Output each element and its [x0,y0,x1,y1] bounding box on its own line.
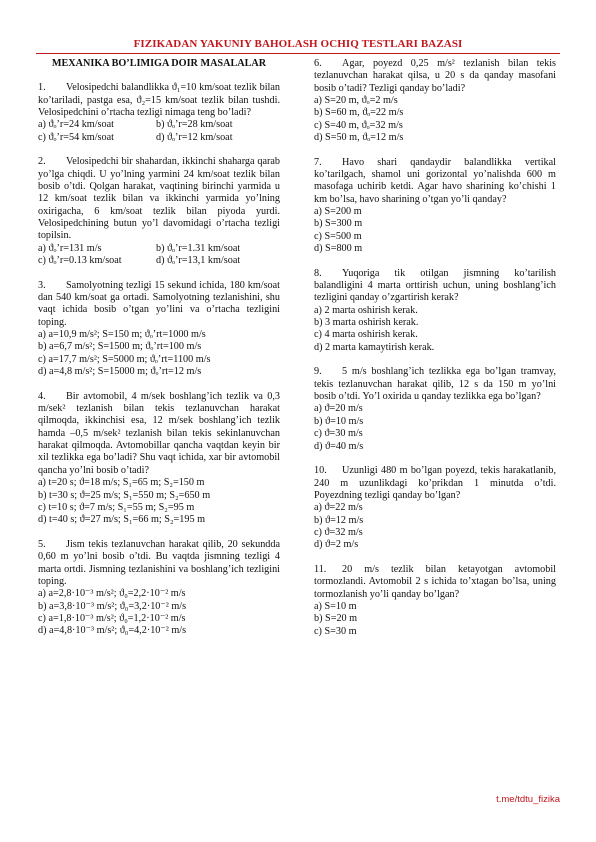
question-2 [38,156,280,267]
option-b: b) ϑₒ’r=1.31 km/soat [156,242,241,254]
question-8 [314,268,556,354]
option-d: d) ϑ=40 m/s [314,440,364,452]
question-7 [314,157,556,256]
option-d: d) S=50 m, ϑₒ=12 m/s [314,132,404,144]
question-text: Samolyotning tezligi 15 sekund ichida, 180 km/soat dan 540 km/soat ga ortadi. Samolyotning tezlanishini, shu vaqt ichida bosib o’tgan yo’lini va o’rtacha tezligini toping. [38,279,280,328]
question-5 [38,539,280,638]
question-number: 1. [38,82,46,94]
option-b: b) a=3,8·10⁻³ m/s²; ϑ₀=3,2·10⁻² m/s [38,600,187,612]
option-d: d) 2 marta kamaytirish kerak. [314,341,435,353]
option-c: c) S=30 m [314,625,357,637]
option-a: a) a=2,8·10⁻³ m/s²; ϑ₀=2,2·10⁻² m/s [38,588,186,600]
question-number: 2. [38,156,46,168]
option-d: d) t=40 s; ϑ=27 m/s; S₁=66 m; S₂=195 m [38,514,206,526]
question-text: Uzunligi 480 m bo’lgan poyezd, tekis harakatlanib, 240 m uzunlikdagi ko’prikdan 1 minutda o’tdi. Poyezdning tezligi qanday bo’lgan? [314,465,556,501]
left-column [38,58,280,650]
option-a: a) S=200 m [314,206,362,218]
option-b: b) a=6,7 m/s²; S=1500 m; ϑₒ’rt=100 m/s [38,341,202,353]
option-a: a) ϑ=22 m/s [314,502,363,514]
option-a: a) ϑ=20 m/s [314,403,363,415]
channel-link[interactable]: t.me/tdtu_fizika [496,794,560,805]
option-d: d) a=4,8·10⁻³ m/s²; ϑ₀=4,2·10⁻² m/s [38,625,187,637]
question-text: Jism tekis tezlanuvchan harakat qilib, 20 sekundda 0,60 m yo’lni bosib o’tdi. Bu vaqtda jismning tezligi 4 marta ortdi. Jismning tezlanishini va boshlang’ich tezligini toping. [38,538,280,587]
question-text: Agar, poyezd 0,25 m/s² tezlanish bilan tekis tezlanuvchan harakat qilsa, u 20 s da qanday masofani bosib o’tadi? Tezligi qanday bo’ladi? [314,58,556,94]
option-b: b) 3 marta oshirish kerak. [314,317,419,329]
option-b: b) S=300 m [314,218,363,230]
question-1 [38,82,280,144]
option-c: c) 4 marta oshirish kerak. [314,329,418,341]
option-c: c) ϑ=32 m/s [314,526,363,538]
option-b: b) S=20 m [314,613,358,625]
question-number: 3. [38,279,46,291]
question-number: 9. [314,366,322,378]
option-a: a) S=10 m [314,600,357,612]
option-c: c) ϑₒ’r=54 km/soat [38,131,114,143]
question-number: 5. [38,538,46,550]
option-b: b) ϑₒ’r=28 km/soat [156,119,233,131]
question-6 [314,58,556,144]
option-c: c) t=10 s; ϑ=7 m/s; S₁=55 m; S₂=95 m [38,501,195,513]
option-b: b) t=30 s; ϑ=25 m/s; S₁=550 m; S₂=650 m [38,489,211,501]
question-text: Havo shari qandaydir balandlikka vertikal ko’tarilgach, shamol uni gorizontal yo’nalishda 600 m masofaga uchirib ketdi. Agar havo sharining ko’chishi 1 km bo’lsa, havo sharining o’tgan yo’li qanday? [314,156,556,205]
option-b: b) ϑ=10 m/s [314,415,364,427]
option-c: c) ϑₒ’r=0.13 km/soat [38,255,122,267]
section-title: MEXANIKA BO’LIMIGA DOIR MASALALAR [51,58,267,69]
question-3 [38,280,280,379]
option-c: c) S=500 m [314,230,362,242]
option-d: d) ϑ=2 m/s [314,539,359,551]
question-number: 6. [314,58,322,69]
option-a: a) ϑₒ’r=131 m/s [38,242,102,254]
question-text: Velosipedchi bir shahardan, ikkinchi shaharga qarab yo’lga chiqdi. U yo’lning yarmini 24 km/soat tezlik bilan bosib o’tdi. Qolgan harakat, vaqtining birinchi yarmida u 12 km/soat tezlik bilan va ikkinchi yarmida yo’lning oxirigacha, 6 km/soat tezlik bilan piyoda yurdi. Velosipedchining butun yo’l davomidagi o’rtacha tezligi topilsin. [38,156,280,242]
option-a: a) ϑₒ’r=24 km/soat [38,119,114,131]
option-a: a) 2 marta oshirish kerak. [314,304,418,316]
option-d: d) ϑₒ’r=13,1 km/soat [156,255,241,267]
option-c: c) a=1,8·10⁻³ m/s²; ϑ₀=1,2·10⁻² m/s [38,612,186,624]
option-d: d) S=800 m [314,243,363,255]
question-text: 5 m/s boshlang’ich tezlikka ega bo’lgan tramvay, tekis tezlanuvchan harakat qilib, 12 s da 150 m yo’lni bosib o’tdi. Yo’l oxirida u qanday tezlikka ega bo’lgan? [314,366,556,403]
question-number: 11. [314,563,327,575]
question-text: Bir avtomobil, 4 m/sek boshlang’ich tezlik va 0,3 m/sek² tezlanish bilan tekis tezlanuvchan harakat qilmoqda, ikkinchisi esa, 12 m/sek boshlang’ich tezlik hamda –0,5 m/sek² tezlanish bilan tekis sekinlanuvchan harakat qilmoqda. Avtomobillar qancha vaqtdan keyin bir xil tezlikka ega bo’ladi? Shu vaqt ichida, xar bir avtomobil qancha yo’lni bosib o’tadi? [38,390,280,476]
question-11 [314,564,556,638]
page-header: FIZIKADAN YAKUNIY BAHOLASH OCHIQ TESTLARI BAZASI [133,38,463,50]
question-number: 4. [38,390,46,402]
option-c: c) ϑ=30 m/s [314,428,363,440]
option-c: c) S=40 m, ϑₒ=32 m/s [314,119,403,131]
question-10 [314,465,556,551]
header-divider [36,53,560,54]
right-column [314,58,556,650]
question-number: 7. [314,156,322,168]
option-a: a) S=20 m, ϑₒ=2 m/s [314,95,398,107]
question-9 [314,366,556,452]
option-c: c) a=17,7 m/s²; S=5000 m; ϑₒ’rt=1100 m/s [38,353,211,365]
question-text: Velosipedchi balandlikka ϑ₁=10 km/soat tezlik bilan ko’tariladi, pastga esa, ϑ₂=15 km/soat tezlik bilan tushdi. Velosipedchini o’rtacha tezligi nimaga teng bo’ladi? [38,82,280,118]
option-a: a) a=10,9 m/s²; S=150 m; ϑₒ’rt=1000 m/s [38,329,206,341]
question-number: 10. [314,465,327,477]
question-text: 20 m/s tezlik bilan ketayotgan avtomobil tormozlandi. Avtomobil 2 s ichida to’xtagan bo’lsa, uning tormozlanish yo’li qanday bo’lgan? [314,563,556,600]
option-d: d) ϑₒ’r=12 km/soat [156,131,233,143]
option-a: a) t=20 s; ϑ=18 m/s; S₁=65 m; S₂=150 m [38,477,205,489]
option-d: d) a=4,8 m/s²; S=15000 m; ϑₒ’rt=12 m/s [38,366,202,378]
question-text: Yuqoriga tik otilgan jismning ko’tarilish balandligini 4 marta orttirish uchun, uning boshlang’ich tezligini qanday o’zgartirish kerak? [314,267,556,304]
question-4 [38,391,280,527]
option-b: b) S=60 m, ϑₒ=22 m/s [314,107,404,119]
option-b: b) ϑ=12 m/s [314,514,364,526]
question-number: 8. [314,267,322,279]
